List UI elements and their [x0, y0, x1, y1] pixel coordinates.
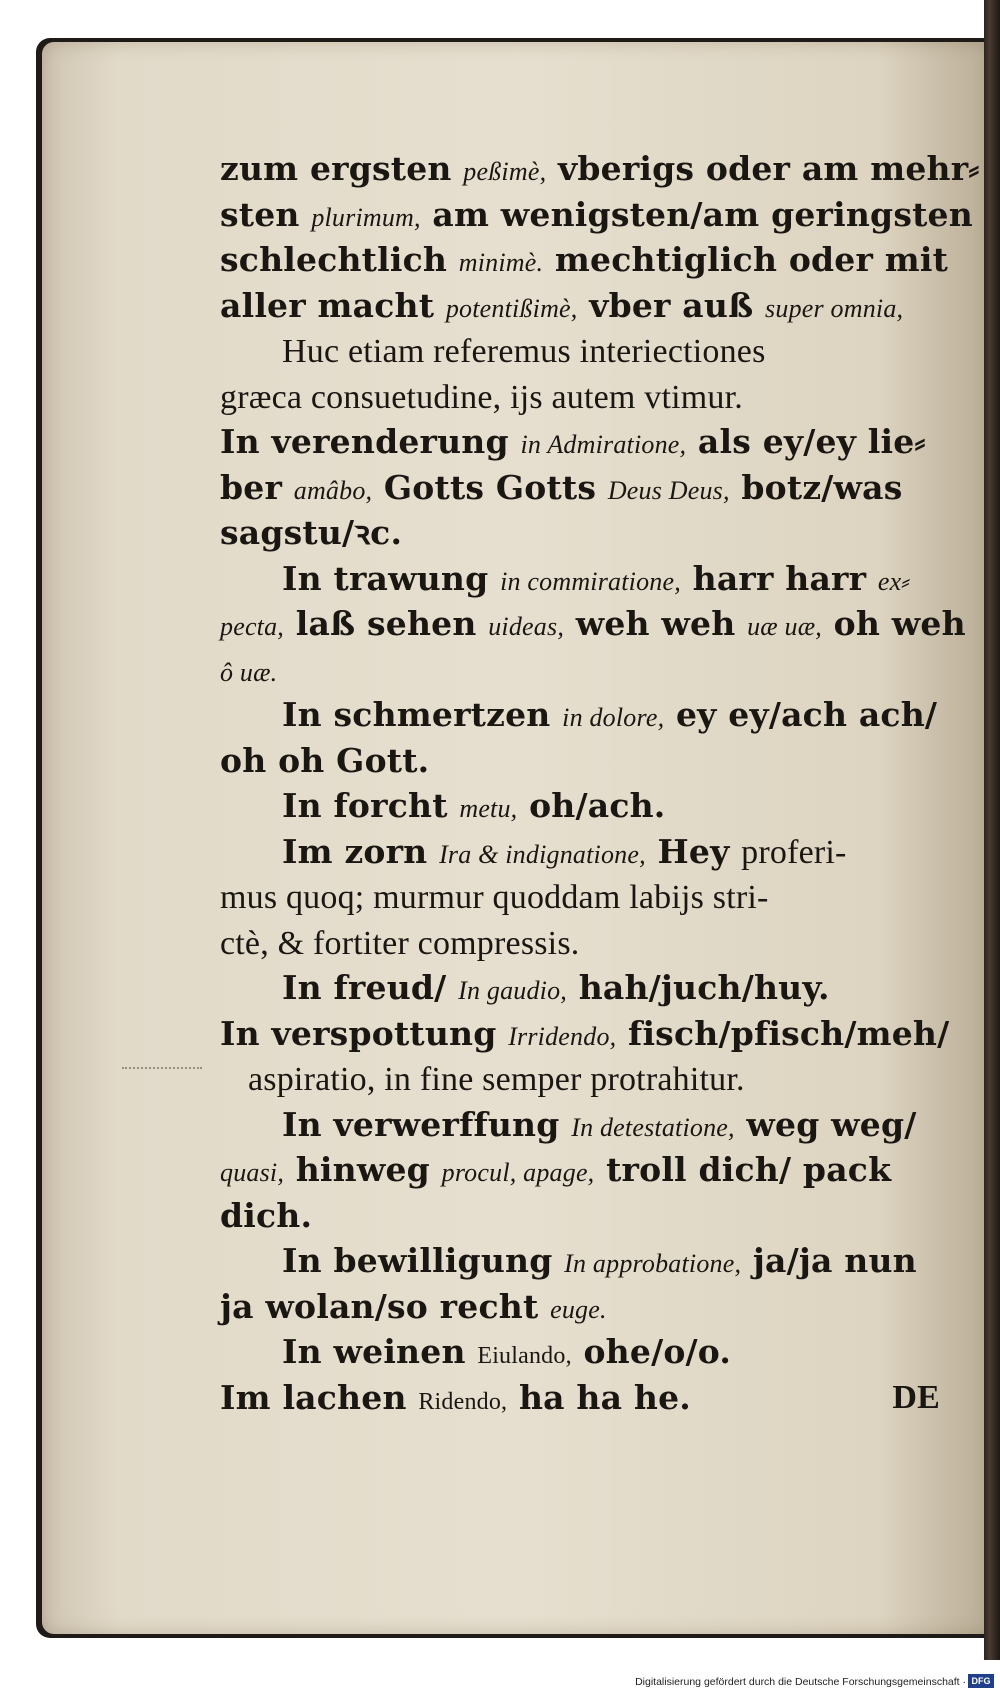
text-run: In detestatione,	[571, 1112, 735, 1142]
text-line	[220, 1102, 960, 1148]
text-line	[220, 874, 960, 920]
text-run: super omnia,	[765, 293, 904, 323]
text-run: ctè, & fortiter compressis.	[220, 924, 580, 962]
text-run: In approbatione,	[564, 1249, 742, 1278]
text-run: quasi,	[220, 1158, 285, 1187]
text-run: Huc etiam referemus interiectiones	[282, 333, 766, 370]
text-run: In verspottung	[220, 1013, 509, 1053]
text-run: proferi-	[741, 833, 847, 871]
text-run: fisch/pfisch/meh/	[616, 1013, 950, 1053]
text-run: Ira & indignatione,	[439, 839, 646, 869]
text-line	[220, 1193, 960, 1239]
text-run: ja wolan/so recht	[220, 1286, 551, 1326]
text-run: ô uæ.	[220, 657, 278, 687]
text-run: aspiratio, in fine semper protrahitur.	[248, 1061, 745, 1098]
text-line	[220, 965, 960, 1011]
text-line	[220, 1329, 960, 1375]
text-run: oh weh	[821, 604, 966, 643]
text-run: ohe/o/o.	[571, 1332, 732, 1371]
text-line	[220, 601, 966, 647]
text-run: mechtiglich oder mit	[543, 240, 949, 279]
text-run: am wenigsten/am geringsten	[420, 194, 973, 234]
text-run: Im lachen	[220, 1377, 419, 1417]
text-run: troll dich/ pack	[594, 1150, 892, 1189]
text-run: ber	[220, 467, 294, 507]
text-run: als ey/ey lie⸗	[686, 422, 926, 461]
text-run: ja/ja nun	[741, 1241, 917, 1280]
text-run: zum ergsten	[220, 149, 464, 188]
ink-mark	[122, 1067, 202, 1075]
text-run: in commiratione,	[500, 566, 681, 596]
text-line	[220, 328, 960, 374]
text-run: Hey	[645, 831, 742, 871]
text-run: Im zorn	[282, 831, 440, 871]
text-run: in dolore,	[562, 703, 665, 732]
text-run: In weinen	[282, 1332, 478, 1371]
text-line	[220, 738, 960, 784]
text-run: metu,	[459, 794, 518, 823]
text-run: peßimè,	[463, 157, 547, 186]
text-line	[220, 1147, 960, 1193]
text-run: sten	[220, 194, 312, 234]
text-run: In verenderung	[220, 422, 521, 461]
text-line	[220, 920, 960, 966]
text-line	[220, 465, 960, 511]
text-run: Eiulando,	[477, 1343, 572, 1369]
book-edge	[984, 0, 1000, 1660]
text-run: Gotts Gotts	[372, 467, 608, 507]
text-run: In schmertzen	[282, 695, 563, 734]
text-run: Ridendo,	[418, 1388, 508, 1415]
text-run: mus quoq; murmur quoddam labijs stri-	[220, 879, 769, 916]
text-run: In freud/	[282, 968, 459, 1007]
text-run: sagstu/ꝛc.	[220, 513, 403, 552]
text-line	[220, 283, 960, 329]
text-run: plurimum,	[311, 202, 421, 232]
dfg-logo: DFG	[968, 1674, 994, 1688]
text-run: hinweg	[284, 1150, 442, 1189]
text-line	[220, 374, 960, 420]
text-run: In bewilligung	[282, 1241, 565, 1280]
text-line	[220, 237, 960, 283]
text-line	[220, 1056, 960, 1102]
text-run: aller macht	[220, 285, 446, 325]
text-line	[220, 692, 960, 738]
text-line	[220, 783, 960, 829]
text-run: In gaudio,	[458, 976, 567, 1005]
text-run: Irridendo,	[508, 1021, 617, 1051]
text-line	[220, 510, 960, 556]
text-run: In forcht	[282, 786, 460, 825]
page-text	[220, 146, 980, 1420]
text-run: uæ uæ,	[747, 612, 822, 641]
text-run: weh weh	[564, 604, 748, 643]
text-run: botz/was	[729, 467, 903, 507]
text-run: weg weg/	[734, 1104, 917, 1144]
text-run: dich.	[220, 1195, 313, 1235]
text-run: vberigs oder am mehr⸗	[546, 149, 980, 188]
text-run: euge.	[550, 1294, 607, 1324]
text-run: ha ha he.	[507, 1377, 691, 1417]
text-run: ex⸗	[877, 566, 911, 596]
text-run: oh/ach.	[517, 786, 666, 825]
text-line	[220, 1011, 960, 1057]
text-run: In trawung	[282, 558, 501, 598]
footer-credit: Digitalisierung gefördert durch die Deutsche Forschungsgemeinschaft ·	[635, 1676, 966, 1688]
text-run: in Admiratione,	[520, 430, 687, 459]
text-line	[220, 556, 960, 602]
text-line	[220, 1238, 960, 1284]
text-run: græca consuetudine, ijs autem vtimur.	[220, 378, 743, 416]
text-run: laß sehen	[284, 604, 489, 643]
text-run: schlechtlich	[220, 240, 459, 279]
text-run: In verwerffung	[282, 1104, 572, 1144]
text-line	[220, 1375, 960, 1421]
text-run: vber auß	[577, 285, 766, 325]
catchword: DE	[892, 1378, 940, 1416]
text-run: potentißimè,	[445, 293, 578, 323]
text-line	[220, 419, 960, 465]
text-run: harr harr	[680, 558, 878, 598]
text-run: amâbo,	[293, 475, 373, 505]
text-run: pecta,	[220, 612, 285, 641]
text-line	[220, 192, 973, 238]
text-run: hah/juch/huy.	[567, 968, 830, 1007]
text-run: uideas,	[488, 612, 565, 641]
text-run: ey ey/ach ach/	[664, 695, 938, 734]
text-run: minimè.	[458, 248, 544, 277]
text-line	[220, 647, 960, 693]
text-line	[220, 1284, 960, 1330]
text-run: oh oh Gott.	[220, 740, 430, 780]
text-line	[220, 146, 980, 192]
text-run: Deus Deus,	[607, 475, 730, 505]
text-line	[220, 829, 960, 875]
text-run: procul, apage,	[441, 1158, 595, 1187]
